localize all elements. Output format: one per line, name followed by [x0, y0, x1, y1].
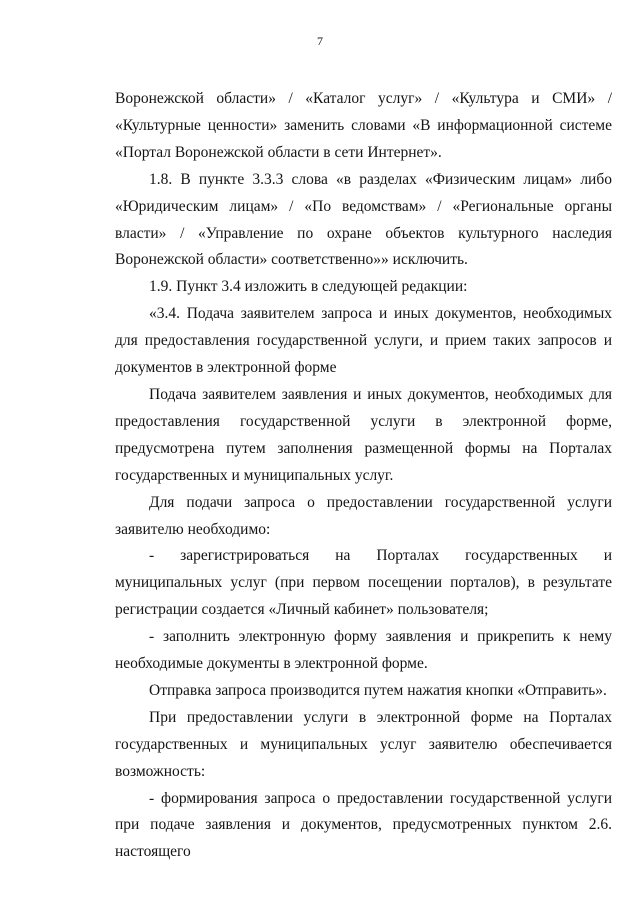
- paragraph-1-8: 1.8. В пункте 3.3.3 слова «в разделах «Физическим лицам» либо «Юридическим лицам» / «По ведомствам» / «Региональные органы власти» / «Управление по охране объектов культурного наследия Воронежской области» соответственно»» исключить.: [115, 170, 612, 269]
- list-item-fill-form: - заполнить электронную форму заявления и прикрепить к нему необходимые документы в электронной форме.: [115, 628, 612, 673]
- list-item-forming-request: - формирования запроса о предоставлении государственной услуги при подаче заявления и документов, предусмотренных пунктом 2.6. настоящего: [115, 789, 612, 861]
- paragraph-1: Воронежской области» / «Каталог услуг» / «Культура и СМИ» / «Культурные ценности» заменить словами «В информационной системе «Портал Воронежской области в сети Интернет».: [115, 90, 612, 161]
- paragraph-1-9: 1.9. Пункт 3.4 изложить в следующей редакции:: [149, 278, 468, 296]
- paragraph-submission: Подача заявителем заявления и иных документов, необходимых для предоставления государственной услуги в электронной форме, предусмотрена путем заполнения размещенной формы на Порталах государственных и муниципальных услуг.: [115, 385, 612, 484]
- paragraph-3-4-heading: «3.4. Подача заявителем запроса и иных документов, необходимых для предоставления государственной услуги, и прием таких запросов и документов в электронной форме: [115, 305, 612, 377]
- page-number: 7: [317, 34, 323, 48]
- paragraph-possibility: При предоставлении услуги в электронной форме на Порталах государственных и муниципальных услуг заявителю обеспечивается возможность:: [115, 708, 612, 780]
- paragraph-requirements: Для подачи запроса о предоставлении государственной услуги заявителю необходимо:: [115, 493, 612, 538]
- list-item-register: - зарегистрироваться на Порталах государственных и муниципальных услуг (при первом посещении порталов), в результате регистрации создается «Личный кабинет» пользователя;: [115, 547, 612, 619]
- document-body: [115, 86, 612, 866]
- paragraph-send: Отправка запроса производится путем нажатия кнопки «Отправить».: [149, 681, 607, 699]
